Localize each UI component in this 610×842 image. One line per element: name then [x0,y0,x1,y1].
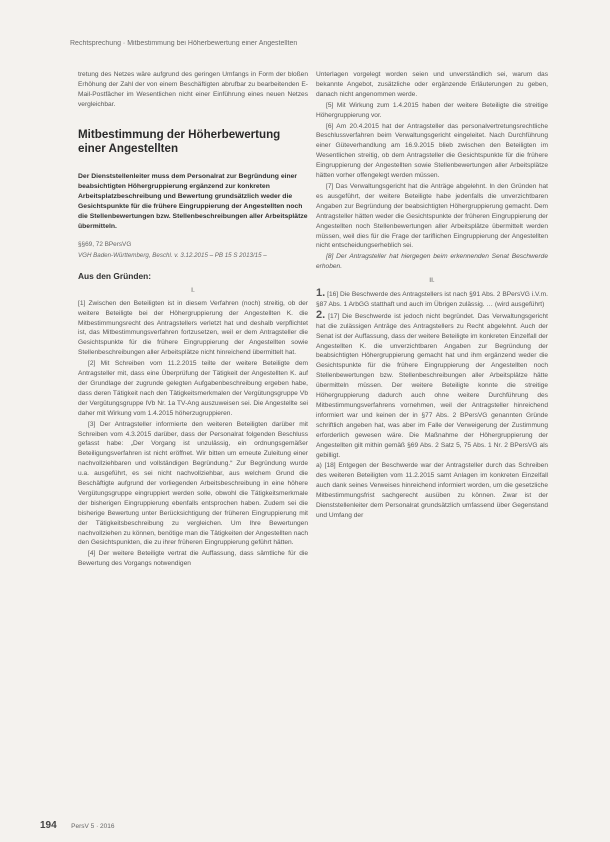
paragraph-6: [6] Am 20.4.2015 hat der Antragsteller das personalvertretungsrechtliche Beschlussverfahren beim Verwaltungsgericht eingeleitet. Nach Durchführung einer Güteverhandlung am 16.9.2015 blieb zwischen den Beteiligten im Wesentlichen streitig, ob dem Antragsteller die Gesichtspunkte für die frühere Eingruppierung der Angestellten sowie Stellenbewertungen aller Arbeitsplätze hätten vorher offengelegt werden müssen. [316,122,548,180]
right-column [316,70,548,522]
section-title: Aus den Gründen: [78,270,152,281]
running-head: Rechtsprechung · Mitbestimmung bei Höherbewertung einer Angestellten [70,40,298,47]
page-number: 194 [40,820,57,831]
article-heading: Mitbestimmung der Höherbewertung einer Angestellten [78,127,281,155]
paragraph-number: 2. [316,308,326,321]
paragraph-7: [7] Das Verwaltungsgericht hat die Anträge abgelehnt. In den Gründen hat es ausgeführt, der weitere Beteiligte habe jedenfalls die unverzichtbaren Angaben zur Begründung der beabsichtigten Höhergruppierung gemacht. Dem Antragsteller hätten weder die Gesichtspunkte der früheren Eingruppierung der Angestellten noch Stellenbewertungen aller Arbeitsplätze übermittelt werden müssen, weil dies für die Frage der tariflichen Eingruppierung der Angestellten nicht entscheidungserheblich sei. [316,182,548,250]
roman-numeral-1: I. [191,286,195,294]
paragraph-4: [4] Der weitere Beteiligte vertrat die Auffassung, dass sämtliche für die Bewertung des Vorgangs notwendigen [78,550,308,568]
paragraph-text: [17] Die Beschwerde ist jedoch nicht begründet. Das Verwaltungsgericht hat die zulässigen Anträge des Antragstellers zu Recht abgelehnt. Auch der Senat ist der Auffassung, dass der weitere Beteiligte im konkreten Einzelfall der Angestellten K. die unverzichtbaren Angaben zur Begründung der beabsichtigten Höhergruppierung gemacht hat und ihm ergänzend weder die Gesichtspunkte für die frühere Eingruppierung der Angestellten noch Stellenbewertungen bzw. Stellenbeschreibungen aller Arbeitsplätze hätte übermitteln müssen. Der weitere Beteiligte konnte die streitige Höhergruppierung dadurch auch ohne weitere Durchführung des Mitbestimmungsverfahrens vornehmen, weil der Antragsteller hinreichend informiert war und keinen der in §77 Abs. 2 BPersVG genannten Gründe schriftlich angeben hat, was aber im Falle der Verweigerung der Zustimmung erforderlich gewesen wäre. Die Maßnahme der Höhergruppierung der Angestellten gilt mithin gemäß §69 Abs. 2 Satz 5, 75 Abs. 1 Nr. 2 BPersVG als gebilligt. [316,312,548,459]
numbered-paragraph-1 [316,289,548,310]
roman-numeral-2: II. [429,277,435,285]
paragraph-4-cont: Unterlagen vorgelegt worden seien und unverständlich sei, warum das bekannte Angebot, zusätzliche oder ergänzende Erläuterungen zu geben, danach nicht angenommen werde. [316,71,548,98]
numbered-paragraph-2 [316,308,548,461]
paragraph-2: [2] Mit Schreiben vom 11.2.2015 teilte der weitere Beteiligte dem Antragsteller mit, dass eine Überprüfung der Tätigkeit der Angestellten K. auf der Grundlage der zugrunde gelegten Aufgabenbeschreibung ergeben habe, dass deren Tätigkeit nach den Tätigkeitsmerkmalen der Vergütungsgruppe Vb der Vergütungsgruppe IVb Nr. 1a TV-Ang auszuweisen sei. Die Angestellte sei daher mit Wirkung vom 1.4.2015 höherzugruppieren. [78,360,308,417]
intro-paragraph: tretung des Netzes wäre aufgrund des geringen Umfangs in Form der bloßen Erhöhung der Zahl der von einem Beschäftigten abrufbar zu bearbeitenden E-Mail-Postfächer im Wesentlichen nicht einer Einführung eines neuen Netzes vergleichbar. [78,71,308,108]
paragraph-text: [16] Die Beschwerde des Antragstellers ist nach §91 Abs. 2 BPersVG i.V.m. §87 Abs. 1 ArbGG statthaft und auch im Übrigen zulässig. … (wird ausgeführt) [316,291,548,308]
paragraph-3: [3] Der Antragsteller informierte den weiteren Beteiligten darüber mit Schreiben vom 4.3.2015 darüber, dass der Personalrat folgenden Beschluss gefasst habe: „Der Vorgang ist unzulässig, ein ordnungsgemäßer Beteiligungsverfahren ist nicht eröffnet. Wir bitten um erneute Zuleitung einer nachvollziehbaren und vollständigen Begründung.“ Zur Begründung wurde u.a. ausgeführt, es sei nicht nachvollziehbar, aus welchem Grund die Beschäftigte aufgrund der vorliegenden Arbeitsbeschreibung in eine höhere Vergütungsgruppe eingruppiert werden solle, obwohl die Tätigkeitsmerkmale der bisherigen Eingruppierung ebenfalls entsprochen haben. Zudem sei die bisherige Bewertung unter Berücksichtigung der früheren Eingruppierung mit der Tätigkeitsbeschreibung zu vergleichen. Um Ihre Bewertungen nachvollziehen zu können, benötige man die Tätigkeiten der Angestellten nach den Gesichtspunkten, die zu ihrer früheren Eingruppierung geführt hätten. [78,420,308,547]
paragraph-number: 1. [316,287,326,300]
paragraph-8: [8] Der Antragsteller hat hiergegen beim erkennenden Senat Beschwerde erhoben. [316,253,548,271]
page-footer [40,815,115,833]
paragraph-number: a) [316,462,322,470]
journal-citation: PersV 5 · 2016 [71,823,115,830]
paragraph-text: [18] Entgegen der Beschwerde war der Antragsteller durch das Schreiben des weiteren Beteiligten vom 11.2.2015 samt Anlagen im konkreten Einzelfall auch dank seines Verweises hinreichend informiert worden, um die gesetzliche Mitbestimmungsfrist sachgerecht ausüben zu können. Zwar ist der Dienststellenleiter dem Personalrat grundsätzlich umfassend über Gegenstand und Umfang der [316,462,548,519]
paragraph-1: [1] Zwischen den Beteiligten ist in diesem Verfahren (noch) streitig, ob der weitere Beteiligte bei der Höhergruppierung der Angestellten K. die Mitbestimmungsrecht des Antragstellers verletzt hat und deshalb verpflichtet ist, das Mitbestimmungsverfahren fortzusetzen, weil er dem Antragsteller die Gesichtspunkte für die frühere Eingruppierung der Angestellten sowie Stellenbeschreibungen aller Arbeitsplätze nicht hinreichend übermittelt hat. [78,299,308,357]
headnote: Der Dienststellenleiter muss dem Personalrat zur Begründung einer beabsichtigten Höhergruppierung ergänzend zur konkreten Arbeitsplatzbeschreibung und Bewertung grundsätzlich weder die Gesichtspunkte für die frühere Eingruppierung der Angestellten noch die Stellenbewertungen bzw. Stellenbeschreibungen aller Arbeitsplätze übermitteln. [78,172,308,230]
court-reference: VGH Baden-Württemberg, Beschl. v. 3.12.2015 – PB 15 S 2013/15 – [78,252,267,260]
law-reference: §§69, 72 BPersVG [78,240,132,248]
paragraph-5: [5] Mit Wirkung zum 1.4.2015 haben der weitere Beteiligte die streitige Höhergruppierung vor. [316,101,548,119]
numbered-paragraph-a [316,461,548,520]
left-column [78,70,308,570]
